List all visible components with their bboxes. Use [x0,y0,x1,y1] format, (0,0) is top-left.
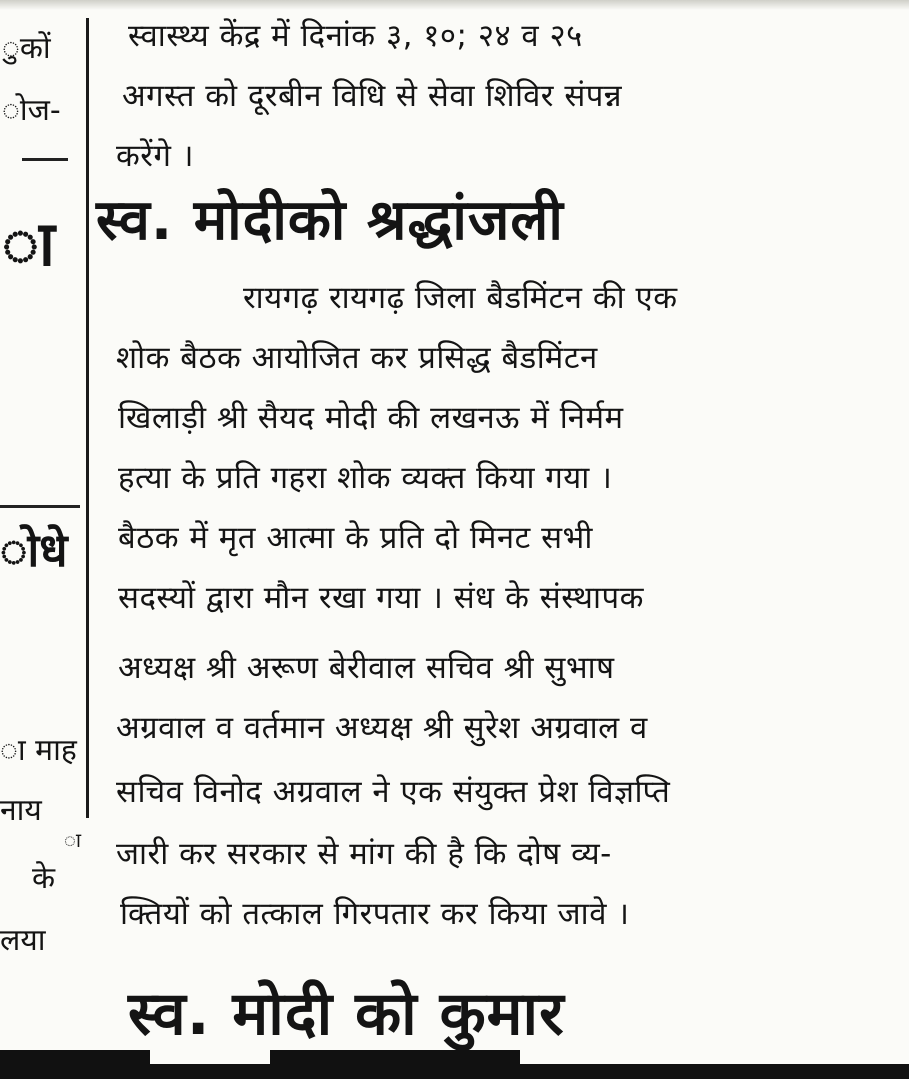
body-line: जारी कर सरकार से मांग की है कि दोष व्य- [116,836,612,872]
left-snippet: ा [2,207,55,280]
headline: स्व. मोदीको श्रद्धांजली [96,188,564,253]
page-top-edge [0,0,909,10]
intro-line: करेंगे । [116,138,195,174]
left-snippet: ुकों [2,31,51,66]
left-divider [22,158,68,161]
body-line: सचिव विनोद अग्रवाल ने एक संयुक्त प्रेश विज्ञप्ति [116,774,671,810]
column-divider [86,18,89,818]
body-line: हत्या के प्रति गहरा शोक व्यक्त किया गया । [118,460,613,496]
body-line: शोक बैठक आयोजित कर प्रसिद्ध बैडमिंटन [116,340,598,376]
body-line: रायगढ़ रायगढ़ जिला बैडमिंटन की एक [243,280,678,316]
left-snippet: नाय [0,793,42,828]
intro-line: स्वास्थ्य केंद्र में दिनांक ३, १०; २४ व २५ [128,18,583,54]
left-snippet: ोज- [2,93,61,128]
body-line: खिलाड़ी श्री सैयद मोदी की लखनऊ में निर्मम [118,400,624,436]
body-line: अध्यक्ष श्री अरूण बेरीवाल सचिव श्री सुभाष [118,650,615,686]
bottom-headline: स्व. मोदी को कुमार [128,979,565,1049]
bottom-edge-gap [520,1050,909,1064]
intro-line: अगस्त को दूरबीन विधि से सेवा शिविर संपन्न [122,78,623,114]
body-line: बैठक में मृत आत्मा के प्रति दो मिनट सभी [118,520,593,556]
body-line: क्तियों को तत्काल गिरपतार कर किया जावे । [120,896,630,932]
left-divider [0,505,80,508]
body-line: अग्रवाल व वर्तमान अध्यक्ष श्री सुरेश अग्रवाल व [116,710,648,746]
bottom-edge-gap [150,1050,270,1064]
body-line: सदस्यों द्वारा मौन रखा गया । संध के संस्थापक [118,580,644,616]
left-snippet: लया [0,923,46,958]
left-marker: ा [64,828,82,852]
left-snippet: के [32,861,56,896]
left-snippet: ोधे [0,523,68,577]
left-snippet: ा माह [0,733,77,768]
